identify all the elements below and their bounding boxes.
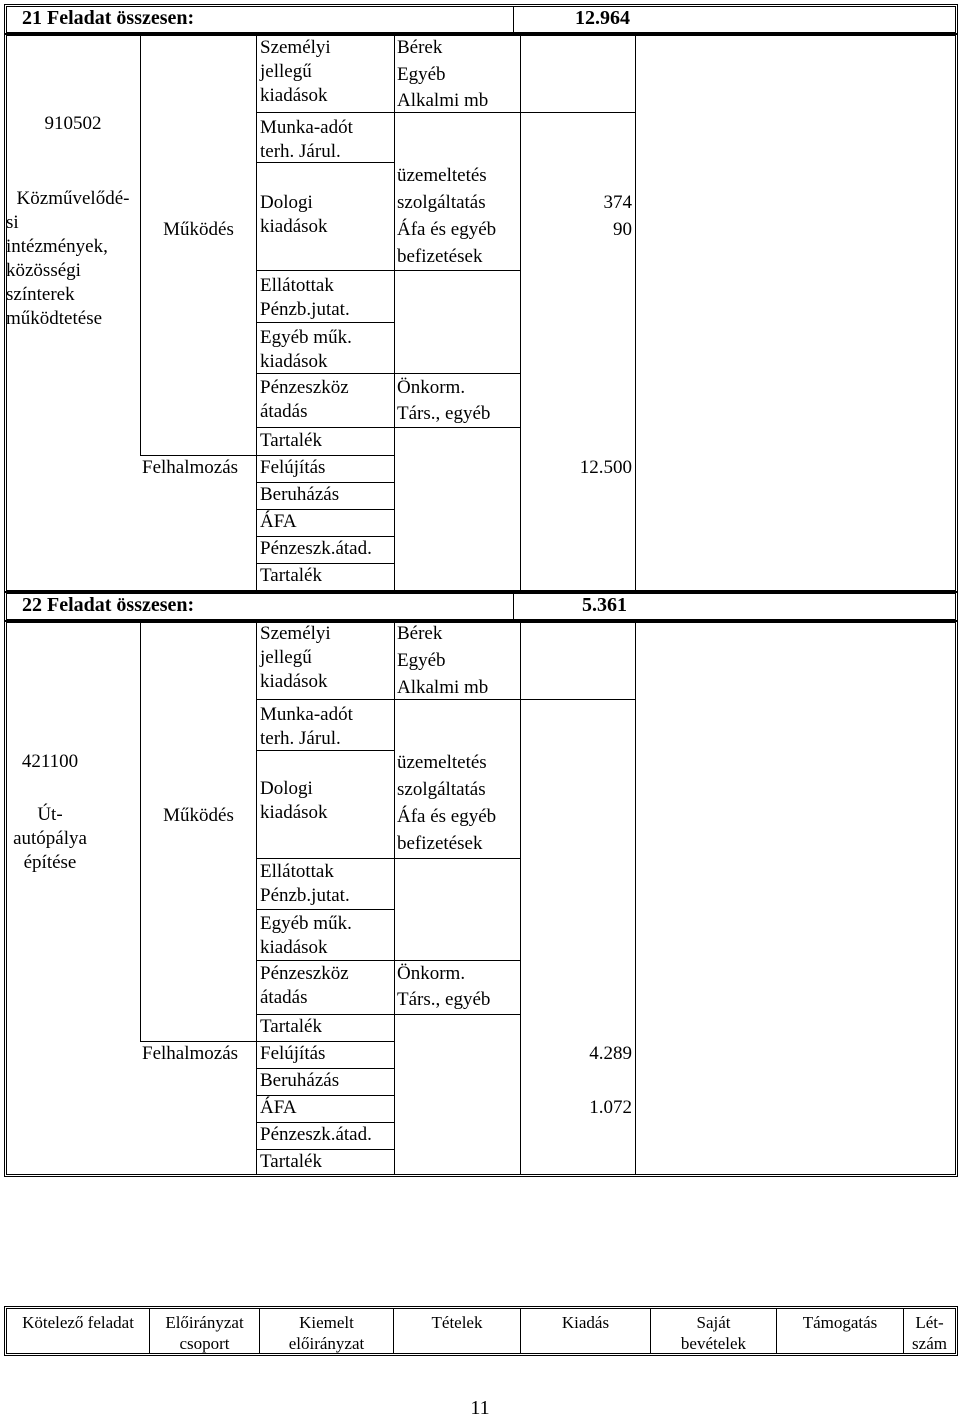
cat-szemelyi: kiadások (260, 671, 328, 692)
sub-befizetesek: befizetések (397, 833, 483, 854)
cat-penzeszkatad: Pénzeszk.átad. (260, 1124, 372, 1145)
sub-tars: Társ., egyéb (397, 403, 491, 424)
section-22-mukodes: Működés (163, 805, 234, 826)
cat-beruhazas: Beruházás (260, 1070, 340, 1091)
cat-szemelyi: jellegű (260, 61, 312, 82)
footer-header-line: Lét- (915, 1313, 944, 1332)
section-21-body-frame (4, 33, 958, 593)
divider (394, 1014, 520, 1015)
cat-penzeszkatad: Pénzeszk.átad. (260, 538, 372, 559)
divider (140, 622, 141, 1042)
divider (394, 270, 520, 271)
section-22-name-line: Út- (37, 804, 63, 825)
sub-befizetesek: befizetések (397, 246, 483, 267)
divider (635, 35, 636, 591)
divider (256, 322, 395, 323)
cat-egyebmuk: Egyéb műk. (260, 327, 352, 348)
section-21-total: 12.964 (575, 7, 630, 29)
divider (520, 112, 635, 113)
footer-header-line: Tételek (431, 1313, 483, 1332)
divider (140, 35, 141, 455)
divider (635, 622, 636, 1175)
sub-szolgaltatas: szolgáltatás (397, 779, 486, 800)
cat-beruhazas: Beruházás (260, 484, 340, 505)
cat-tartalek: Tartalék (260, 565, 322, 586)
cat-munkaado: terh. Járul. (260, 728, 341, 749)
cat-tartalek: Tartalék (260, 1016, 322, 1037)
cat-afa: ÁFA (260, 511, 297, 532)
section-22-felhalmozas: Felhalmozás (142, 1043, 239, 1064)
cat-felujitas: Felújítás (260, 457, 326, 478)
cat-ellatottak: Ellátottak (260, 861, 334, 882)
divider (513, 593, 514, 620)
value-felujitas: 12.500 (579, 457, 632, 478)
cat-ellatottak: Pénzb.jutat. (260, 299, 350, 320)
cat-dologi: kiadások (260, 802, 328, 823)
section-22-name-line: autópálya (13, 828, 87, 849)
cat-szemelyi: kiadások (260, 85, 328, 106)
footer-header-tamogatas (777, 1309, 904, 1353)
footer-header-sajat-bevetelek (651, 1309, 777, 1353)
cat-tartalek: Tartalék (260, 430, 322, 451)
value-afaegyeb: 90 (613, 219, 632, 240)
section-21-name-line: működtetése (6, 308, 103, 329)
footer-header-table (4, 1306, 958, 1356)
divider (256, 858, 395, 859)
divider (256, 909, 395, 910)
divider (520, 622, 521, 1175)
cat-ellatottak: Pénzb.jutat. (260, 885, 350, 906)
sub-uzemeltetes: üzemeltetés (397, 752, 487, 773)
cat-felujitas: Felújítás (260, 1043, 326, 1064)
footer-header-line: előirányzat (288, 1334, 365, 1353)
cat-penzeszkoz: átadás (260, 401, 308, 422)
section-21-mukodes: Működés (163, 219, 234, 240)
section-21-header: 21 Feladat összesen: (22, 7, 195, 29)
cat-szemelyi: Személyi (260, 623, 331, 644)
sub-szolgaltatas: szolgáltatás (397, 192, 486, 213)
footer-header-kotelezo-feladat (7, 1309, 150, 1353)
divider (256, 112, 395, 113)
sub-uzemeltetes: üzemeltetés (397, 165, 487, 186)
section-22-body-frame (4, 620, 958, 1177)
sub-egyeb: Egyéb (397, 64, 446, 85)
footer-header-line: Előirányzat (165, 1313, 244, 1332)
footer-header-line: szám (912, 1334, 947, 1353)
section-22-header: 22 Feladat összesen: (22, 594, 195, 616)
section-21-name-line: si (6, 212, 19, 233)
cat-dologi: Dologi (260, 192, 313, 213)
section-21-code: 910502 (44, 113, 102, 134)
sub-afaegyeb: Áfa és egyéb (397, 806, 497, 827)
divider (256, 960, 395, 961)
cat-dologi: Dologi (260, 778, 313, 799)
sub-berek: Bérek (397, 37, 443, 58)
section-22-code: 421100 (21, 751, 79, 772)
section-21-felhalmozas: Felhalmozás (142, 457, 239, 478)
section-22-name-line: építése (23, 852, 77, 873)
footer-header-letszam (904, 1309, 955, 1353)
sub-onkorm: Önkorm. (397, 377, 466, 398)
sub-alkalmi: Alkalmi mb (397, 677, 489, 698)
divider (520, 35, 521, 591)
divider (256, 270, 395, 271)
divider (256, 622, 257, 1175)
cat-dologi: kiadások (260, 216, 328, 237)
divider (394, 373, 520, 374)
cat-egyebmuk: kiadások (260, 351, 328, 372)
cat-tartalek: Tartalék (260, 1151, 322, 1172)
cat-szemelyi: Személyi (260, 37, 331, 58)
footer-header-tetelek (394, 1309, 521, 1353)
section-21-name-line: színterek (6, 284, 75, 305)
section-22-total: 5.361 (582, 594, 627, 616)
cat-munkaado: Munka-adót (260, 117, 353, 138)
footer-header-line: Kiemelt (299, 1313, 354, 1332)
section-21-name-line: Közművelődé- (16, 188, 130, 209)
divider (256, 35, 257, 591)
footer-header-kiemelt-eloiranyzat (260, 1309, 394, 1353)
footer-header-line: Támogatás (802, 1313, 878, 1332)
value-afa: 1.072 (589, 1097, 632, 1118)
divider (394, 427, 520, 428)
divider (394, 622, 395, 1175)
sub-berek: Bérek (397, 623, 443, 644)
divider (394, 35, 395, 591)
page-number: 11 (470, 1397, 490, 1419)
divider (520, 699, 635, 700)
cat-egyebmuk: Egyéb műk. (260, 913, 352, 934)
footer-header-line: Saját (696, 1313, 731, 1332)
cat-penzeszkoz: Pénzeszköz (260, 963, 349, 984)
divider (256, 699, 395, 700)
value-felujitas: 4.289 (589, 1043, 632, 1064)
section-21-name-line: közösségi (6, 260, 81, 281)
footer-header-line: bevételek (680, 1334, 747, 1353)
cat-afa: ÁFA (260, 1097, 297, 1118)
cat-egyebmuk: kiadások (260, 937, 328, 958)
footer-header-line: Kötelező feladat (22, 1313, 134, 1332)
footer-header-eloiranyzat-csoport (150, 1309, 260, 1353)
footer-header-line: csoport (179, 1334, 230, 1353)
cat-penzeszkoz: átadás (260, 987, 308, 1008)
footer-header-kiadas (521, 1309, 651, 1353)
sub-afaegyeb: Áfa és egyéb (397, 219, 497, 240)
value-szolgaltatas: 374 (603, 192, 632, 213)
sub-tars: Társ., egyéb (397, 989, 491, 1010)
cat-munkaado: terh. Járul. (260, 141, 341, 162)
divider (394, 858, 520, 859)
section-21-name-line: intézmények, (6, 236, 108, 257)
sub-egyeb: Egyéb (397, 650, 446, 671)
sub-alkalmi: Alkalmi mb (397, 90, 489, 111)
cat-penzeszkoz: Pénzeszköz (260, 377, 349, 398)
cat-szemelyi: jellegű (260, 647, 312, 668)
divider (256, 427, 395, 428)
cat-ellatottak: Ellátottak (260, 275, 334, 296)
divider (394, 960, 520, 961)
sub-onkorm: Önkorm. (397, 963, 466, 984)
footer-header-line: Kiadás (561, 1313, 610, 1332)
divider (513, 6, 514, 33)
cat-munkaado: Munka-adót (260, 704, 353, 725)
